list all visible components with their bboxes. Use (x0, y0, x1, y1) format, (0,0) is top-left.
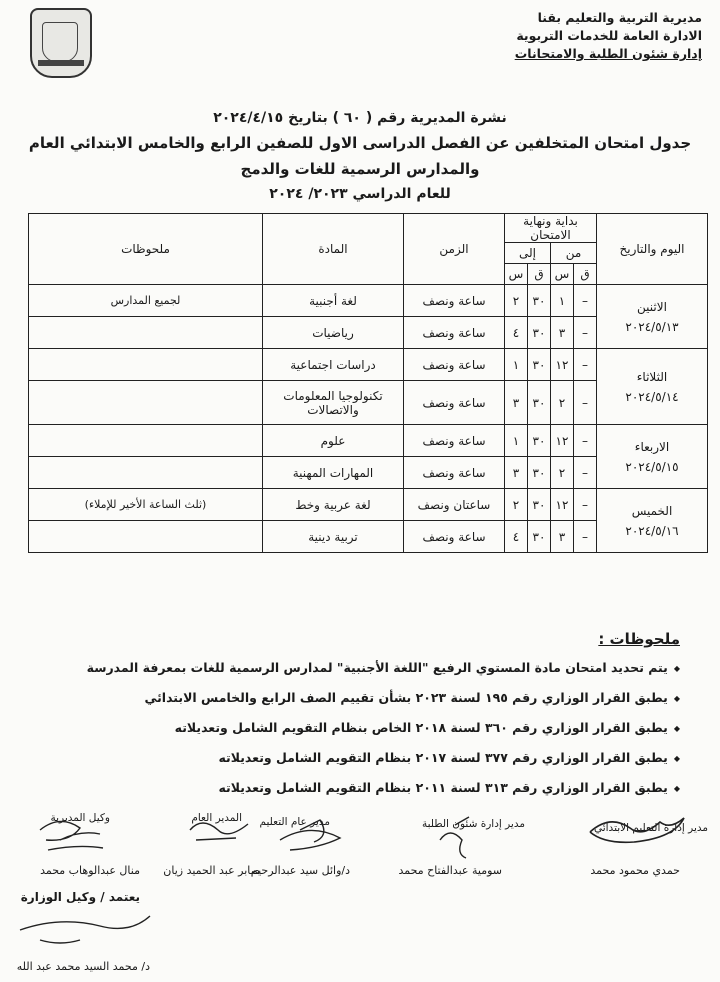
duration-cell: ساعة ونصف (404, 425, 505, 457)
duration-cell: ساعة ونصف (404, 285, 505, 317)
duration-cell: ساعة ونصف (404, 381, 505, 425)
notes-cell (29, 381, 263, 425)
to-hour: ٣ (505, 381, 528, 425)
from-minutes: – (574, 425, 597, 457)
to-minutes: ٣٠ (528, 489, 551, 521)
notes-cell (29, 521, 263, 553)
signature-title: المدير العام (191, 812, 242, 824)
from-hour: ٣ (551, 521, 574, 553)
notes-cell (29, 349, 263, 381)
day-name: الاثنين (637, 299, 667, 314)
from-minutes: – (574, 349, 597, 381)
table-row (29, 489, 708, 521)
signature-title: مدير إدارة شئون الطلبة (421, 818, 525, 830)
duration-cell: ساعتان ونصف (404, 489, 505, 521)
signature-name: صابر عبد الحميد زيان (163, 864, 260, 877)
header-to-s: س (505, 264, 528, 285)
from-hour: ١ (551, 285, 574, 317)
day-name: الاربعاء (634, 439, 670, 454)
duration-cell: ساعة ونصف (404, 317, 505, 349)
header-from: من (551, 243, 597, 264)
to-minutes: ٣٠ (528, 381, 551, 425)
note-item: ◆ يطبق القرار الوزاري رقم ٣٧٧ لسنة ٢٠١٧ بنظام التقويم الشامل وتعديلاته (218, 750, 680, 765)
to-hour: ١ (505, 425, 528, 457)
header-day-date: اليوم والتاريخ (597, 214, 708, 285)
note-item: ◆ يتم تحديد امتحان مادة المستوي الرفيع "اللغة الأجنبية" لمدارس الرسمية للغات بمعرفة المدرسة (87, 660, 680, 675)
from-hour: ١٢ (551, 425, 574, 457)
bulletin-number: نشرة المديرية رقم ( ٦٠ ) بتاريخ ٢٠٢٤/٤/١٥ (213, 110, 507, 126)
notes-cell: (ثلث الساعة الأخير للإملاء) (29, 489, 263, 521)
header-directorate: مديرية التربية والتعليم بقنا (537, 10, 702, 25)
day-date-cell (597, 349, 708, 425)
from-minutes: – (574, 381, 597, 425)
subject-cell: تكنولوجيا المعلومات والاتصالات (263, 381, 404, 425)
to-hour: ٤ (505, 317, 528, 349)
header-from-q: ق (574, 264, 597, 285)
to-minutes: ٣٠ (528, 425, 551, 457)
to-minutes: ٣٠ (528, 457, 551, 489)
academic-year: للعام الدراسي ٢٠٢٣/ ٢٠٢٤ (269, 186, 451, 202)
notes-cell (29, 425, 263, 457)
day-date-cell (597, 425, 708, 489)
notes-cell (29, 317, 263, 349)
note-item: ◆ يطبق القرار الوزاري رقم ٣١٣ لسنة ٢٠١١ بنظام التقويم الشامل وتعديلاته (218, 780, 680, 795)
duration-cell: ساعة ونصف (404, 349, 505, 381)
from-hour: ٢ (551, 457, 574, 489)
signature-scribbles-icon (0, 800, 720, 982)
exam-date: ٢٠٢٤/٥/١٥ (625, 459, 679, 474)
header-to-q: ق (528, 264, 551, 285)
to-minutes: ٣٠ (528, 521, 551, 553)
duration-cell: ساعة ونصف (404, 521, 505, 553)
header-from-s: س (551, 264, 574, 285)
subject-cell: دراسات اجتماعية (263, 349, 404, 381)
signature-name: سومية عبدالفتاح محمد (398, 864, 502, 877)
subject-cell: رياضيات (263, 317, 404, 349)
signature-title: مدير إدارة التعليم الابتدائي (593, 822, 708, 834)
approval-label: يعتمد / وكيل الوزارة (20, 890, 140, 904)
table-row (29, 349, 708, 381)
to-minutes: ٣٠ (528, 317, 551, 349)
header-notes: ملحوظات (29, 214, 263, 285)
ministry-logo-icon (30, 8, 92, 78)
from-minutes: – (574, 457, 597, 489)
notes-cell (29, 457, 263, 489)
from-minutes: – (574, 317, 597, 349)
to-hour: ٤ (505, 521, 528, 553)
note-item: ◆ يطبق القرار الوزاري رقم ٣٦٠ لسنة ٢٠١٨ الخاص بنظام التقويم الشامل وتعديلاته (175, 720, 680, 735)
subject-cell: تربية دينية (263, 521, 404, 553)
table-row (29, 425, 708, 457)
subject-cell: المهارات المهنية (263, 457, 404, 489)
header-duration: الزمن (404, 214, 505, 285)
note-item: ◆ يطبق القرار الوزاري رقم ١٩٥ لسنة ٢٠٢٣ بشأن تقييم الصف الرابع والخامس الابتدائي (144, 690, 680, 705)
subject-cell: لغة عربية وخط (263, 489, 404, 521)
to-minutes: ٣٠ (528, 349, 551, 381)
header-general-admin: الادارة العامة للخدمات التربوية (516, 28, 702, 43)
signature-name: د/وائل سيد عبدالرحيم (250, 864, 350, 877)
from-minutes: – (574, 489, 597, 521)
day-name: الخميس (631, 503, 673, 518)
from-minutes: – (574, 521, 597, 553)
subject-cell: لغة أجنبية (263, 285, 404, 317)
approval-name: د/ محمد السيد محمد عبد الله (16, 960, 150, 973)
table-row (29, 285, 708, 317)
exam-date: ٢٠٢٤/٥/١٦ (625, 523, 679, 538)
signature-title: وكيل المديرية (50, 812, 110, 824)
signature-name: حمدي محمود محمد (590, 864, 680, 877)
notes-title: ملحوظات : (598, 630, 680, 648)
day-date-cell (597, 285, 708, 349)
duration-cell: ساعة ونصف (404, 457, 505, 489)
signature-name: منال عبدالوهاب محمد (40, 864, 140, 877)
header-department: إدارة شئون الطلبة والامتحانات (514, 46, 702, 61)
exam-date: ٢٠٢٤/٥/١٤ (625, 389, 679, 404)
page-title: جدول امتحان المتخلفين عن الفصل الدراسى الاول للصفين الرابع والخامس الابتدائي العام (28, 134, 692, 152)
page-subtitle: والمدارس الرسمية للغات والدمج (240, 160, 480, 178)
subject-cell: علوم (263, 425, 404, 457)
from-hour: ١٢ (551, 489, 574, 521)
signature-title: مدير عام التعليم (259, 816, 330, 828)
day-date-cell (597, 489, 708, 553)
to-minutes: ٣٠ (528, 285, 551, 317)
from-minutes: – (574, 285, 597, 317)
from-hour: ٢ (551, 381, 574, 425)
from-hour: ٣ (551, 317, 574, 349)
to-hour: ١ (505, 349, 528, 381)
to-hour: ٢ (505, 489, 528, 521)
header-to: إلى (505, 243, 551, 264)
notes-cell: لجميع المدارس (29, 285, 263, 317)
from-hour: ١٢ (551, 349, 574, 381)
day-name: الثلاثاء (636, 369, 668, 384)
to-hour: ٢ (505, 285, 528, 317)
header-exam-start-end: بداية ونهاية الامتحان (505, 214, 597, 243)
exam-date: ٢٠٢٤/٥/١٣ (625, 319, 679, 334)
to-hour: ٣ (505, 457, 528, 489)
header-subject: المادة (263, 214, 404, 285)
exam-schedule-table (28, 213, 708, 553)
